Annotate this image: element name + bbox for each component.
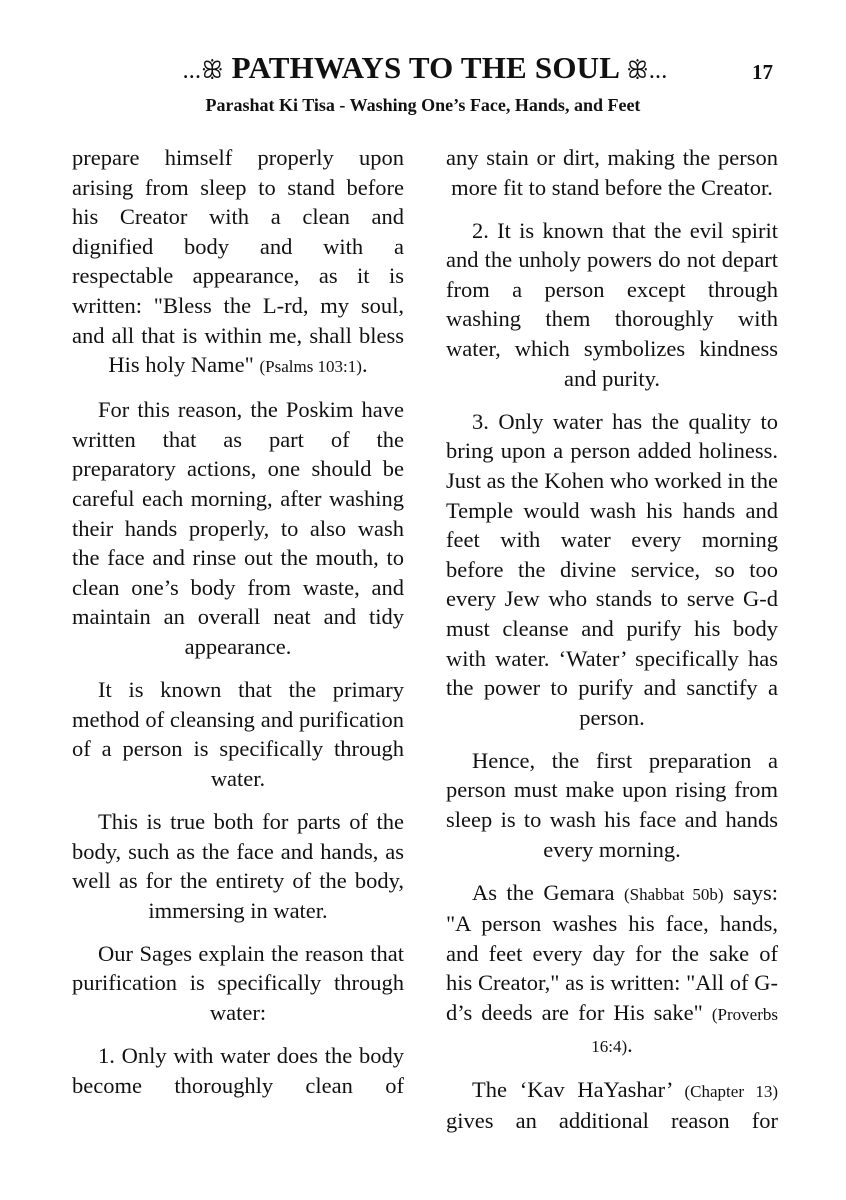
paragraph-text: gives an additional reason for	[446, 1108, 778, 1134]
paragraph	[446, 1075, 778, 1136]
citation: (Chapter 13)	[684, 1081, 778, 1101]
citation: (Psalms 103:1)	[259, 357, 362, 377]
paragraph	[72, 143, 404, 382]
right-text-column	[446, 143, 778, 1149]
paragraph	[72, 939, 404, 1028]
paragraph-text: any stain or dirt, making the person more fit to stand before the Creator.	[446, 145, 778, 200]
chapter-subtitle: Parashat Ki Tisa - Washing One’s Face, Hands, and Feet	[205, 95, 641, 115]
paragraph-text: 1. Only with water does the body become thoroughly clean of	[72, 1043, 404, 1098]
paragraph	[72, 807, 404, 925]
ornament-left-icon: ...ꕥ	[182, 58, 224, 84]
paragraph-text: 2. It is known that the evil spirit and the unholy powers do not depart from a person except through washing them thoroughly with water, which symbolizes kindness and purity.	[446, 217, 778, 391]
paragraph-text: This is true both for parts of the body, such as the face and hands, as well as for the entirety of the body, immersing in water.	[72, 808, 404, 923]
paragraph	[72, 675, 404, 793]
paragraph	[446, 407, 778, 733]
paragraph	[72, 395, 404, 661]
paragraph	[446, 216, 778, 394]
paragraph	[446, 143, 778, 202]
ornament-right-icon: ꕥ...	[626, 58, 668, 84]
paragraph-text: For this reason, the Poskim have written that as part of the preparatory actions, one should be careful each morning, after washing their hands properly, to also wash the face and rinse out the mouth, to clean one’s body from waste, and maintain an overall neat and tidy appearance.	[72, 397, 404, 659]
paragraph-text: .	[627, 1031, 633, 1057]
paragraph-text: The ‘Kav HaYashar’	[472, 1076, 685, 1102]
paragraph	[446, 746, 778, 864]
paragraph-text: says: "A person washes his face, hands, and feet every day for the sake of his Creator," as is written: "All of G-d’s deeds are for His sake"	[446, 879, 779, 1026]
page-number: 17	[752, 60, 773, 84]
paragraph	[72, 1041, 404, 1100]
paragraph-text: Hence, the first preparation a person must make upon rising from sleep is to wash his face and hands every morning.	[446, 747, 778, 862]
paragraph-text: Our Sages explain the reason that purification is specifically through water:	[72, 940, 404, 1026]
title-text: PATHWAYS TO THE SOUL	[231, 50, 619, 85]
left-text-column	[72, 143, 404, 1114]
paragraph-text: As the Gemara	[472, 879, 624, 905]
paragraph-text: prepare himself properly upon arising from sleep to stand before his Creator with a clean and dignified body and with a respectable appearance, as it is written: "Bless the L-rd, my soul, and all that is within me, shall bless His holy Name"	[72, 145, 404, 378]
paragraph-text: It is known that the primary method of cleansing and purification of a person is specifically through water.	[72, 677, 404, 791]
paragraph-text: 3. Only water has the quality to bring upon a person added holiness. Just as the Kohen who worked in the Temple would wash his hands and feet with water every morning before the divine service, so too every Jew who stands to serve G-d must cleanse and purify his body with water. ‘Water’ specifically has the power to purify and sanctify a person.	[446, 408, 778, 730]
book-title	[130, 50, 720, 86]
paragraph	[446, 878, 778, 1062]
citation: (Shabbat 50b)	[623, 884, 724, 904]
paragraph-text: .	[361, 352, 368, 378]
citation: (Proverbs 16:4)	[591, 1005, 778, 1056]
